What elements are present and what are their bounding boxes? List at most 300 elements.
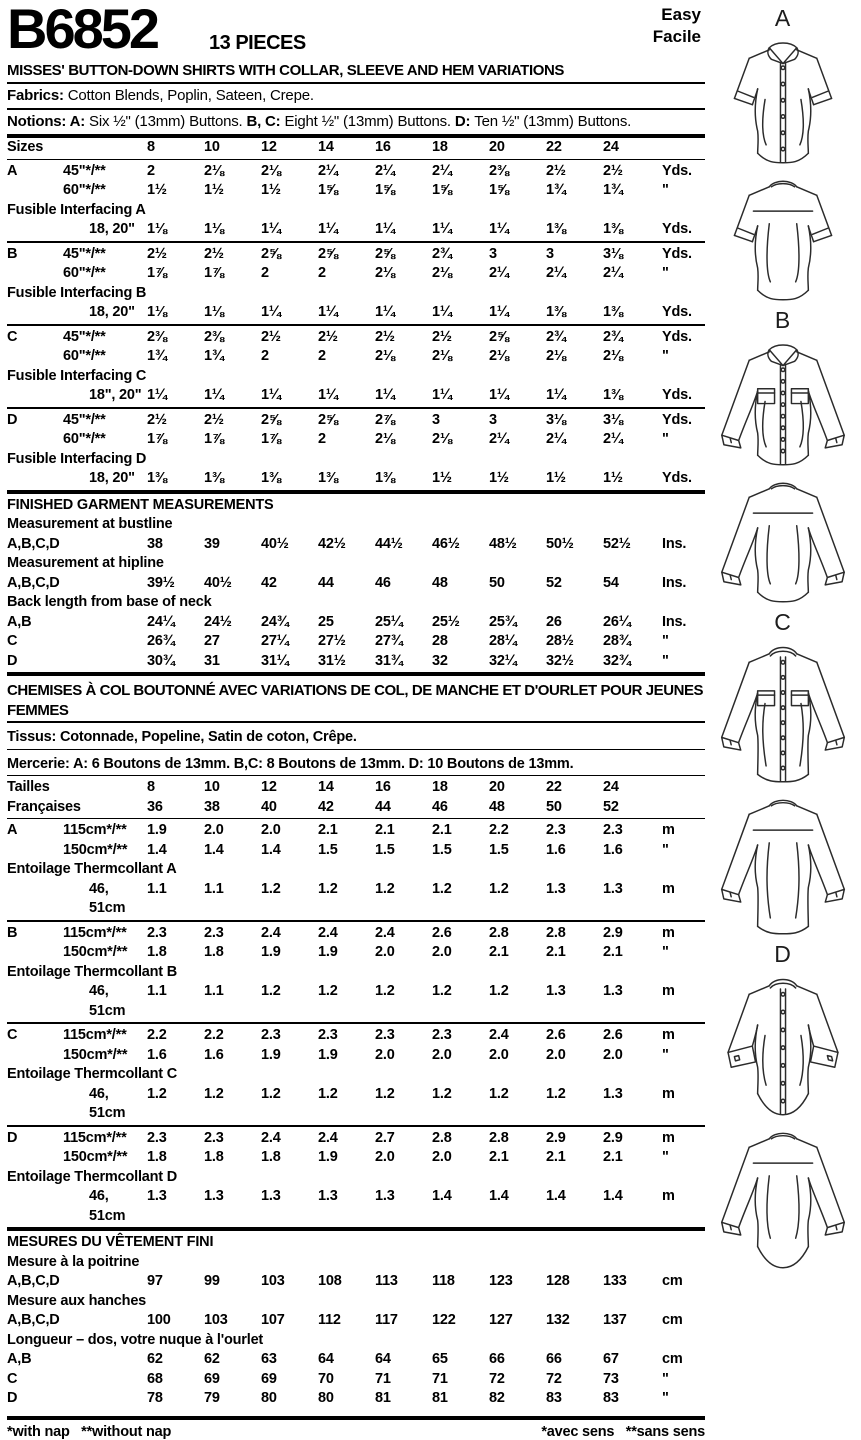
size-value: 2⅝ [375,245,395,262]
row-label [7,220,63,240]
footnotes [7,1416,705,1440]
size-value: 2.0 [375,1149,395,1165]
size-value: 2⅛ [261,162,281,179]
size-value: 70 [318,1370,334,1387]
size-value: 38 [147,535,163,552]
size-value: 123 [489,1273,513,1289]
row-b-150cm [7,943,705,963]
row-label [7,347,63,367]
size-value: 81 [375,1390,391,1406]
size-value: 2.3 [375,1027,395,1043]
difficulty-french: Facile [652,27,701,47]
size-value: 1.6 [204,1046,224,1063]
row-sub-label: 115cm*/** [63,822,127,838]
size-value: 2.3 [204,1129,224,1146]
size-value: 2⅛ [432,348,452,364]
size-value: 78 [147,1390,163,1406]
size-value: 24¾ [261,613,289,630]
size-value: 2.8 [489,924,509,941]
size-value: 71 [375,1370,391,1387]
size-value: 10 [204,139,220,155]
row-sub-label: 46, 51cm [89,880,126,916]
unit-label: m [662,924,675,941]
size-value: 52 [603,798,619,815]
line-text: Six ½" (13mm) Buttons. [89,113,247,130]
size-value: 1.1 [147,983,167,999]
row-sub-label: 45"*/** [63,328,106,345]
english-title: MISSES' BUTTON-DOWN SHIRTS WITH COLLAR, SLEEVE AND HEM VARIATIONS [7,60,705,84]
size-value: 1¼ [489,387,509,403]
size-value: 69 [261,1370,277,1387]
view-b-front-illustration [709,336,857,469]
size-value: 2.3 [546,822,566,838]
size-value: 2 [261,265,269,281]
size-value: 2⅛ [432,431,452,447]
size-value: 40½ [261,535,289,552]
size-value: 1⅞ [204,265,224,281]
row-label [7,264,63,284]
size-value: 2.3 [147,1129,167,1146]
unit-label: m [662,822,675,838]
size-value: 108 [318,1273,342,1289]
size-value: 2.8 [489,1129,509,1146]
size-value: 113 [375,1273,398,1289]
size-value: 1.8 [204,944,224,960]
row-b-45in [7,245,705,265]
size-value: 50 [546,798,562,815]
row-sub-label: 60"*/** [63,348,106,364]
lead-in-label: Mercerie: A: [7,755,92,772]
row-label: A,B [7,1351,32,1367]
size-value: 132 [546,1312,570,1328]
row-label: A,B,C,D [7,1273,60,1289]
row-label: D [7,1390,18,1406]
size-value: 2.3 [204,924,224,941]
size-value: 1¼ [432,221,452,237]
size-value: 14 [318,779,334,795]
size-value: 1.2 [147,1085,167,1102]
size-value: 2⅛ [204,162,224,179]
size-value: 2⅝ [318,411,338,428]
size-value: 2⅛ [432,265,452,281]
size-value: 26¾ [147,633,175,649]
size-value: 66 [489,1351,505,1367]
size-value: 31½ [318,652,346,669]
size-value: 44 [375,798,391,815]
row-d-115cm [7,1129,705,1149]
size-value: 83 [546,1390,562,1406]
unit-label: Yds. [662,245,692,262]
size-value: 2⅛ [603,348,623,364]
longueur-heading: Longueur – dos, votre nuque à l'ourlet [7,1331,264,1348]
row-c-60in [7,347,705,367]
size-value: 1.8 [204,1149,224,1165]
size-value: 2¼ [489,265,509,281]
size-value: 3 [489,411,497,428]
row-back-length-c [7,632,705,652]
size-value: 1.3 [318,1188,338,1204]
size-value: 2¼ [603,431,623,447]
view-label-c: C [774,609,791,635]
size-value: 2.6 [603,1027,623,1043]
size-value: 1⅜ [546,304,566,320]
size-value: 2½ [204,245,224,262]
bustline-heading: Measurement at bustline [7,516,173,532]
unit-label: Yds. [662,470,692,486]
size-value: 1.2 [432,880,452,897]
entoilage-d-heading: Entoilage Thermcollant D [7,1168,178,1185]
row-label: A [7,162,18,179]
size-value: 39½ [147,574,175,591]
row-label [7,841,63,861]
size-value: 1.9 [318,944,338,960]
size-value: 2⅜ [489,162,509,179]
size-value: 1.4 [432,1188,452,1204]
size-value: 52 [546,574,562,591]
row-longueur-ab [7,1350,705,1370]
row-label [7,1046,63,1066]
size-value: 28 [432,633,448,649]
size-value: 2.1 [432,822,452,838]
row-sub-label: 46, 51cm [89,983,126,1019]
row-sub-label: 115cm*/** [63,1027,127,1043]
unit-label: " [662,348,669,364]
size-value: 1⅞ [261,431,281,447]
size-value: 1.2 [261,1085,281,1102]
row-label: Sizes [7,139,44,155]
row-a-150cm [7,841,705,861]
size-value: 1.2 [261,880,281,897]
size-value: 2⅝ [261,245,281,262]
size-value: 2¾ [432,245,452,262]
size-value: 27¼ [261,633,289,649]
size-value: 1.2 [318,983,338,999]
row-sub-label: 115cm*/** [63,924,127,941]
lead-in-label: Fabrics: [7,87,68,104]
size-value: 1⅜ [603,304,623,320]
size-value: 18 [432,139,448,155]
row-sub-label: 60"*/** [63,182,106,198]
size-value: 1¼ [489,221,509,237]
size-value: 16 [375,139,391,155]
size-value: 2¼ [546,265,566,281]
size-value: 1.4 [204,841,224,858]
finished-garment-heading: FINISHED GARMENT MEASUREMENTS [7,496,274,513]
size-value: 1.2 [432,1085,452,1102]
row-sub-label: 18, 20" [89,470,135,486]
size-value: 54 [603,574,619,591]
unit-label: Yds. [662,387,692,403]
size-value: 2.1 [546,1149,566,1165]
size-value: 1⅝ [489,182,509,198]
size-value: 2⅝ [261,411,281,428]
size-value: 2.3 [318,1027,338,1043]
size-value: 2.4 [318,1129,338,1146]
unit-label: Ins. [662,535,687,552]
size-value: 112 [318,1312,341,1328]
size-value: 1⅜ [261,470,281,486]
size-value: 1.9 [318,1149,338,1165]
view-b-back-illustration [709,473,857,606]
size-value: 80 [318,1390,334,1406]
size-value: 1⅝ [318,182,338,198]
row-longueur-c [7,1370,705,1390]
size-value: 1.2 [546,1085,566,1102]
size-value: 1.4 [546,1188,566,1204]
size-value: 40½ [204,574,232,591]
size-value: 3⅛ [546,411,566,428]
size-value: 1⅞ [204,431,224,447]
size-value: 2½ [603,162,623,179]
size-value: 36 [147,798,163,815]
row-entoilage-b [7,982,705,1024]
row-label: B [7,245,18,262]
view-label-d: D [774,941,791,967]
line-text: Eight ½" (13mm) Buttons. [284,113,455,130]
size-value: 1⅞ [147,431,167,447]
size-value: 2¼ [432,162,452,179]
size-value: 52½ [603,535,631,552]
unit-label: " [662,1046,669,1063]
row-label [7,181,63,201]
size-value: 1⅜ [375,470,395,486]
unit-label: Yds. [662,328,692,345]
size-value: 1.4 [603,1188,623,1204]
size-value: 39 [204,535,220,552]
size-value: 80 [261,1390,277,1406]
size-value: 64 [375,1351,391,1367]
size-value: 1.2 [318,880,338,897]
size-value: 2¼ [603,265,623,281]
size-value: 20 [489,779,505,795]
size-value: 2.6 [432,924,452,941]
lead-in-label: D: [454,113,475,130]
size-value: 28¾ [603,633,631,649]
size-value: 1.2 [375,1085,395,1102]
size-value: 79 [204,1390,220,1406]
size-value: 83 [603,1390,619,1406]
size-value: 42½ [318,535,346,552]
tailles-header-row [7,778,705,798]
size-value: 2½ [375,328,395,345]
size-value: 1⅛ [204,304,224,320]
size-value: 46 [375,574,391,591]
unit-label: cm [662,1351,683,1367]
row-sub-label: 18, 20" [89,221,135,237]
size-value: 1½ [489,470,509,486]
size-value: 62 [147,1351,163,1367]
view-label-a: A [774,5,791,31]
size-value: 2.1 [603,944,623,960]
size-value: 66 [546,1351,562,1367]
lead-in-label: B, C: [246,113,285,130]
row-label [7,1187,63,1226]
row-entoilage-a [7,880,705,922]
size-value: 2.0 [546,1046,566,1063]
row-label: C [7,328,18,345]
size-value: 1⅜ [603,221,623,237]
size-value: 2⅛ [546,348,566,364]
size-value: 20 [489,139,505,155]
size-value: 2.4 [318,924,338,941]
size-value: 26¼ [603,613,631,630]
size-value: 1⅝ [375,182,395,198]
hipline-heading: Measurement at hipline [7,555,164,571]
size-value: 1.4 [147,841,167,858]
line-text: Ten ½" (13mm) Buttons. [474,113,632,130]
size-value: 46 [432,798,448,815]
size-value: 1.9 [261,944,281,960]
size-value: 2.9 [603,924,623,941]
size-value: 127 [489,1312,513,1328]
lead-in-label: Notions: A: [7,113,90,130]
size-value: 2.2 [147,1027,167,1043]
row-label: A,B [7,613,32,630]
size-value: 2½ [432,328,452,345]
size-value: 2 [318,431,326,447]
view-d-back-illustration [709,1123,857,1272]
size-value: 3⅛ [603,411,623,428]
unit-label: m [662,880,675,897]
row-sub-label: 45"*/** [63,162,106,179]
size-value: 1.2 [432,983,452,999]
size-value: 2.8 [432,1129,452,1146]
size-value: 2⅝ [318,245,338,262]
size-value: 73 [603,1370,619,1387]
size-value: 1.4 [489,1188,509,1204]
row-label: A,B,C,D [7,1312,60,1328]
size-value: 1⅛ [147,304,167,320]
size-value: 82 [489,1390,505,1406]
row-label: C [7,633,18,649]
size-value: 18 [432,779,448,795]
row-a-45in [7,162,705,182]
footnote-french: *avec sens **sans sens [541,1423,705,1440]
unit-label [660,798,705,818]
size-value: 1¼ [375,387,395,403]
size-value: 1.5 [432,841,452,858]
size-value: 1.9 [147,822,167,838]
hanches-heading: Mesure aux hanches [7,1292,147,1309]
size-value: 1¼ [318,387,338,403]
unit-label: " [662,944,669,960]
row-longueur-d [7,1389,705,1409]
size-value: 137 [603,1312,627,1328]
row-d-45in [7,411,705,431]
size-value: 1⅜ [318,470,338,486]
unit-label: Yds. [662,411,692,428]
size-value: 62 [204,1351,220,1367]
size-value: 24 [603,779,619,795]
size-value: 12 [261,139,277,155]
size-value: 1.2 [204,1085,224,1102]
row-entoilage-c [7,1085,705,1127]
size-value: 3 [489,245,497,262]
size-value: 24 [603,139,619,155]
size-value: 27½ [318,633,346,649]
size-value: 1¼ [261,387,281,403]
size-value: 2.2 [204,1027,224,1043]
size-value: 2 [318,265,326,281]
size-value: 1¾ [603,182,623,198]
size-value: 1¼ [261,221,281,237]
size-value: 1¼ [489,304,509,320]
unit-label: " [662,431,669,447]
size-value: 1¼ [147,387,167,403]
row-label [7,386,63,406]
size-value: 42 [261,574,277,591]
size-value: 1.8 [147,944,167,960]
size-value: 72 [546,1370,562,1387]
view-a-front-illustration [709,34,857,167]
row-label: Tailles [7,779,50,795]
size-value: 42 [318,798,334,815]
size-value: 1½ [546,470,566,486]
size-value: 22 [546,779,562,795]
row-a-115cm [7,821,705,841]
size-value: 50½ [546,535,574,552]
difficulty-badge [653,2,705,48]
unit-label: " [662,265,669,281]
size-value: 2⅜ [147,328,167,345]
size-value: 1⅜ [546,221,566,237]
size-value: 2.2 [489,822,509,838]
size-value: 1.5 [489,841,509,858]
pattern-number: B6852 [7,0,158,60]
row-label: A,B,C,D [7,574,60,591]
fusible-interfacing-b-heading: Fusible Interfacing B [7,284,147,301]
row-label [7,880,63,919]
size-value: 100 [147,1312,171,1328]
size-value: 81 [432,1390,448,1406]
notions-line [7,110,705,138]
view-c-front-illustration [709,638,857,786]
size-value: 2 [318,348,326,364]
size-value: 24¼ [147,613,175,630]
row-interfacing-a [7,220,705,243]
size-value: 1.2 [375,983,395,999]
size-value: 25¾ [489,613,517,630]
row-bustline [7,535,705,555]
fusible-interfacing-a-heading: Fusible Interfacing A [7,201,146,218]
size-value: 71 [432,1370,448,1387]
size-value: 2.0 [375,1046,395,1063]
size-value: 72 [489,1370,505,1387]
size-value: 99 [204,1273,220,1289]
size-value: 2 [261,348,269,364]
tissus-line [7,725,705,750]
sizes-header-row [7,138,705,160]
view-d-front-illustration [709,970,857,1119]
size-value: 2½ [546,162,566,179]
size-value: 1.3 [603,880,623,897]
entoilage-a-heading: Entoilage Thermcollant A [7,861,177,877]
size-value: 50 [489,574,505,591]
size-value: 2.0 [432,944,452,960]
size-value: 2.0 [432,1149,452,1165]
size-value: 2.0 [261,822,281,838]
size-value: 1.2 [318,1085,338,1102]
size-value: 103 [204,1312,228,1328]
entoilage-c-heading: Entoilage Thermcollant C [7,1066,178,1082]
row-interfacing-b [7,303,705,326]
row-label: C [7,1027,18,1043]
size-value: 65 [432,1351,448,1367]
unit-label: Ins. [662,613,687,630]
size-value: 24½ [204,613,232,630]
size-value: 1¼ [318,221,338,237]
row-label [7,943,63,963]
